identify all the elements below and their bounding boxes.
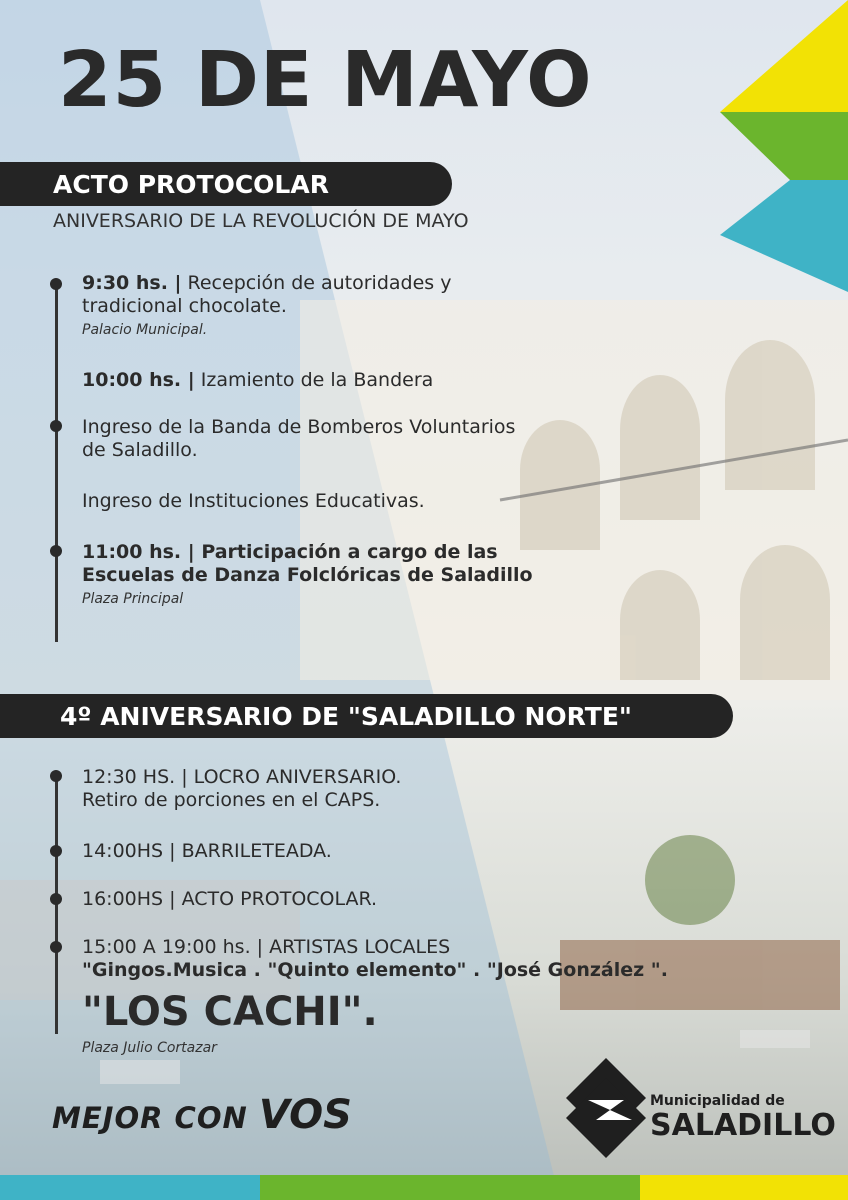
event-text: 16:00HS | ACTO PROTOCOLAR.	[82, 888, 378, 910]
timeline-line-1	[55, 282, 58, 642]
timeline-dot	[50, 278, 62, 290]
event-text: Ingreso de Instituciones Educativas.	[82, 490, 425, 512]
timeline-dot	[50, 420, 62, 432]
logo-subtitle: Municipalidad de	[650, 1093, 785, 1109]
event-item	[82, 766, 401, 812]
event-item	[82, 936, 668, 982]
event-place: Palacio Municipal.	[82, 322, 208, 338]
teal-corner-shape	[720, 180, 848, 292]
yellow-corner-shape	[720, 0, 848, 112]
timeline-dot	[50, 845, 62, 857]
event-item	[82, 416, 515, 462]
event-text: de Saladillo.	[82, 439, 198, 461]
event-text: Participación a cargo de las	[194, 541, 498, 563]
aniversario-saladillo-norte-banner: 4º ANIVERSARIO DE "SALADILLO NORTE"	[0, 694, 733, 738]
logo-name: SALADILLO	[650, 1108, 836, 1143]
slogan-part2: VOS	[258, 1092, 352, 1138]
event-time: 11:00 hs. |	[82, 541, 195, 563]
event-text: 12:30 HS. | LOCRO ANIVERSARIO.	[82, 766, 402, 788]
footer-green-band	[260, 1175, 640, 1200]
event-text: 15:00 A 19:00 hs. | ARTISTAS LOCALES	[82, 936, 451, 958]
event-item	[82, 272, 451, 318]
event-text: Ingreso de la Banda de Bomberos Voluntarios	[82, 416, 516, 438]
slogan	[52, 1092, 352, 1138]
event-item	[82, 840, 332, 863]
timeline-dot	[50, 770, 62, 782]
event-time: 9:30 hs. |	[82, 272, 182, 294]
timeline-dot	[50, 893, 62, 905]
event-text: Recepción de autoridades y	[181, 272, 452, 294]
headline-artist: "LOS CACHI".	[82, 989, 378, 1035]
event-text: 14:00HS | BARRILETEADA.	[82, 840, 332, 862]
event-place: Plaza Julio Cortazar	[82, 1040, 217, 1056]
acto-protocolar-banner: ACTO PROTOCOLAR	[0, 162, 452, 206]
event-text: Escuelas de Danza Folclóricas de Saladillo	[82, 564, 533, 586]
green-corner-shape	[720, 112, 848, 180]
slogan-part1: MEJOR CON	[52, 1101, 248, 1135]
timeline-dot	[50, 941, 62, 953]
timeline-dot	[50, 545, 62, 557]
municipal-logo-icon	[566, 1058, 646, 1158]
footer-yellow-band	[640, 1175, 848, 1200]
event-text: Izamiento de la Bandera	[194, 369, 434, 391]
event-time: 10:00 hs. |	[82, 369, 195, 391]
event-item	[82, 541, 533, 587]
section1-subtitle: ANIVERSARIO DE LA REVOLUCIÓN DE MAYO	[53, 210, 469, 232]
event-place: Plaza Principal	[82, 591, 184, 607]
artists-list: "Gingos.Musica . "Quinto elemento" . "José González ".	[82, 959, 668, 981]
page-title: 25 DE MAYO	[58, 36, 593, 125]
event-text: Retiro de porciones en el CAPS.	[82, 789, 381, 811]
event-item	[82, 490, 425, 513]
event-item	[82, 369, 433, 392]
event-item	[82, 888, 377, 911]
footer-teal-band	[0, 1175, 260, 1200]
event-text: tradicional chocolate.	[82, 295, 287, 317]
